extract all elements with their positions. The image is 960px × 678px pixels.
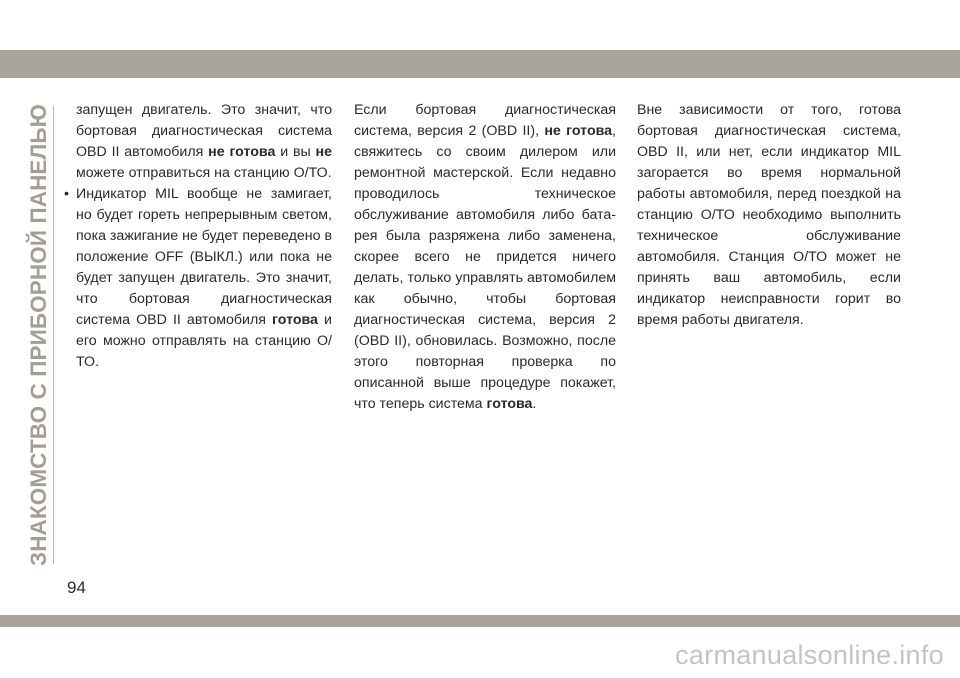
bullet-item (64, 184, 333, 373)
text: и его можно отправлять на станцию О/ТО. (76, 312, 332, 370)
paragraph (76, 100, 332, 184)
side-section-title (26, 106, 52, 564)
bold-text: не готова (208, 144, 276, 160)
text: Индикатор MIL вообще не замигает, но будет гореть непрерывным светом, пока зажигание не будет переведено в положение OFF (ВЫКЛ.) или пока не будет запущен двигатель. Это значит, что бортовая диагностическая система OBD II автомобиля (76, 186, 333, 328)
bold-text: не (315, 144, 332, 160)
top-band (0, 50, 960, 78)
text: запущен двигатель. Это значит, что бортовая диагностическая система OBD II автомобиля (76, 102, 332, 160)
bottom-band (0, 615, 960, 627)
text: . (532, 396, 537, 412)
side-section-title-text: ЗНАКОМСТВО С ПРИБОРНОЙ ПАНЕЛЬЮ (26, 104, 51, 566)
text: и вы (280, 144, 311, 160)
paragraph: Вне зависимости от того, готова бортовая диагностическая система, OBD II, или нет, если индикатор MIL загорается во время нормальной работы автомобиля, перед поездкой на станцию О/ТО необходимо выполнить техническое обслуживание автомобиля. Станция О/ТО может не принять ваш автомобиль, если индикатор неисправности горит во время работы двигателя. (637, 102, 901, 328)
text: можете отправиться на станцию О/ТО. (76, 165, 332, 181)
text: Если бортовая диагностическая система, версия 2 (OBD II), (354, 102, 616, 139)
watermark-text: carmanualsonline.info (675, 640, 944, 670)
bold-text: готова (486, 396, 533, 412)
bold-text: готова (272, 312, 318, 328)
bold-text: не готова (544, 123, 613, 139)
text-column-2 (354, 100, 616, 415)
text-column-1 (64, 100, 333, 373)
text-column-3 (637, 100, 901, 331)
text: , свяжитесь со своим дилером или ремонтной мастерской. Если недавно проводилось техническое обслуживание автомобиля либо батарея была разряжена либо заменена, скорее всего не придется ничего делать, только управлять автомобилем как обычно, чтобы бортовая диагностическая система, версия 2 (OBD II), обновилась. Возможно, после этого повторная проверка по описанной выше процедуре покажет, что теперь система (354, 123, 616, 412)
bullet-icon: • (64, 186, 69, 202)
side-divider (53, 106, 54, 564)
page-number: 94 (67, 578, 86, 597)
paragraph (354, 100, 616, 415)
